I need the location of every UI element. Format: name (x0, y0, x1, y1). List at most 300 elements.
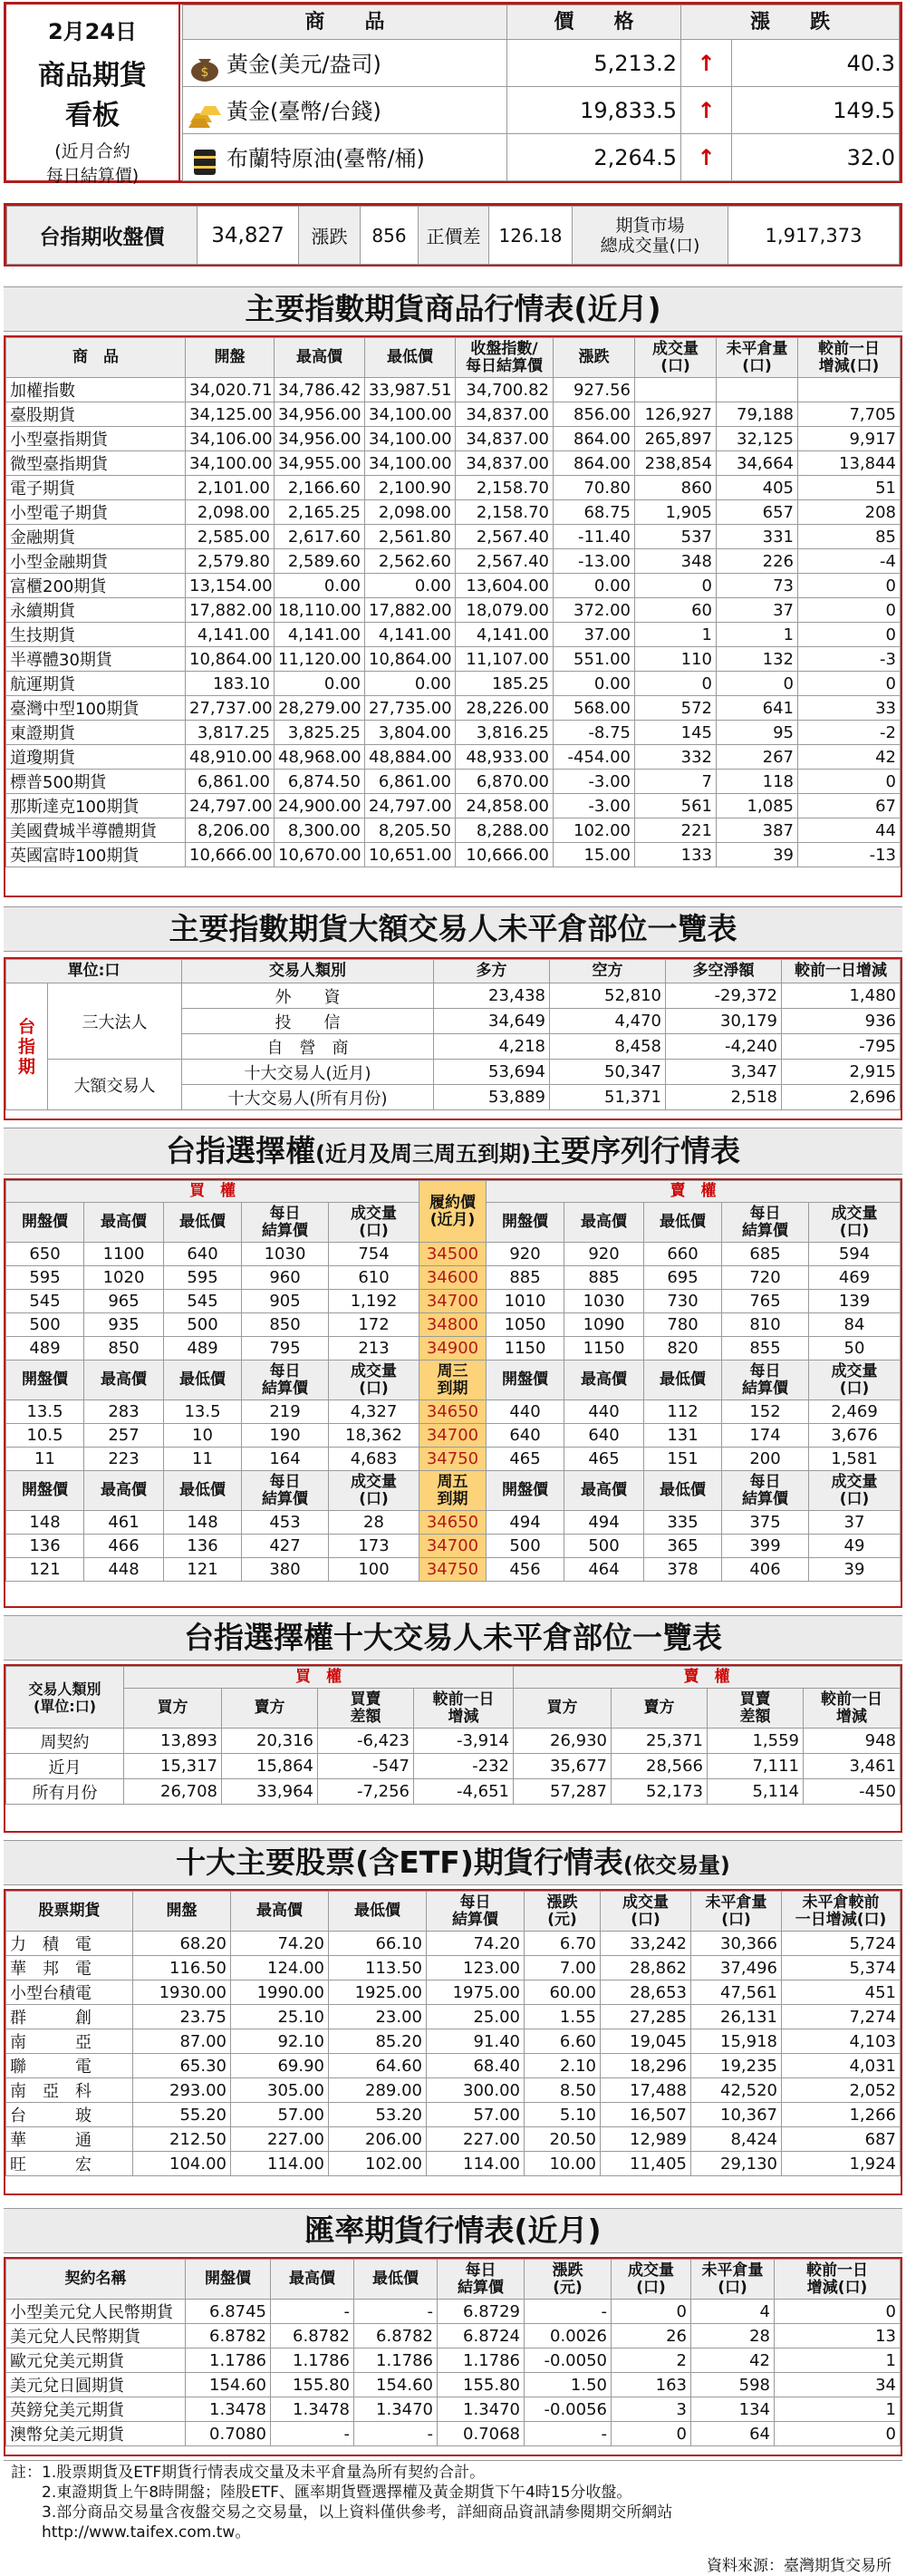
cell: 27,737.00 (186, 696, 275, 721)
cell: -8.75 (554, 721, 635, 745)
column-header: 較前一日 增減(口) (798, 338, 901, 378)
cell: 2,100.90 (365, 476, 456, 500)
cell: 855 (722, 1337, 809, 1361)
column-header: 成交量 (口) (809, 1203, 901, 1243)
row-label: 小型金融期貨 (6, 549, 186, 574)
cell: 10,666.00 (456, 843, 554, 867)
cell: 5.10 (525, 2103, 601, 2127)
table-row (6, 598, 901, 623)
taiex-change-label: 漲跌 (299, 207, 361, 265)
cell: 13.5 (164, 1400, 242, 1424)
cell: 26,930 (514, 1729, 612, 1754)
cell: 2,696 (782, 1085, 901, 1110)
cell: 850 (84, 1337, 164, 1361)
column-header: 買方 (124, 1689, 222, 1729)
cell: -4 (798, 549, 901, 574)
cell: 34,020.71 (186, 378, 275, 402)
table-row (6, 794, 901, 818)
cell: 28 (691, 2324, 775, 2348)
cell: 8,300.00 (275, 818, 365, 843)
row-label: 永續期貨 (6, 598, 186, 623)
cell: 34,100.00 (365, 427, 456, 451)
cell: 64 (691, 2422, 775, 2446)
cell: 48,968.00 (275, 745, 365, 770)
cell: 34,664 (717, 451, 798, 476)
row-label: 美國費城半導體期貨 (6, 818, 186, 843)
cell: 118 (717, 770, 798, 794)
cell: 372.00 (554, 598, 635, 623)
cell: 8,424 (691, 2127, 782, 2152)
cell: 3,825.25 (275, 721, 365, 745)
col-long: 多方 (434, 960, 550, 983)
cell: 155.80 (438, 2373, 525, 2397)
column-header: 每日 結算價 (427, 1892, 525, 1932)
cell: 34 (775, 2373, 901, 2397)
cell: 53,889 (434, 1085, 550, 1110)
cell: 13,604.00 (456, 574, 554, 598)
cell: 221 (635, 818, 717, 843)
cell: 387 (717, 818, 798, 843)
cell: 3,804.00 (365, 721, 456, 745)
cell: 85 (798, 525, 901, 549)
cell: 200 (722, 1448, 809, 1471)
taiex-bar (4, 203, 902, 266)
cell: 34,837.00 (456, 427, 554, 451)
column-header: 開盤價 (6, 1471, 84, 1511)
cell: 720 (722, 1266, 809, 1290)
up-arrow-icon: ↑ (681, 134, 732, 181)
cell: 28,653 (601, 1980, 691, 2005)
cell: 10,367 (691, 2103, 782, 2127)
table-row (6, 2324, 901, 2348)
cell: 10,651.00 (365, 843, 456, 867)
column-header: 成交量 (口) (612, 2260, 691, 2300)
cell: 34,649 (434, 1009, 550, 1034)
cell: 465 (487, 1448, 564, 1471)
cell: 595 (164, 1266, 242, 1290)
cell: 864.00 (554, 451, 635, 476)
cell: 42 (691, 2348, 775, 2373)
table-row (6, 476, 901, 500)
cell: 365 (644, 1535, 722, 1558)
cell: 34,700.82 (456, 378, 554, 402)
put-header: 賣 權 (487, 1181, 901, 1203)
row-label: 美元兌人民幣期貨 (6, 2324, 186, 2348)
cell: 864.00 (554, 427, 635, 451)
strike-price: 34900 (419, 1337, 487, 1361)
cell: 6,874.50 (275, 770, 365, 794)
cell: 3,816.25 (456, 721, 554, 745)
table-row (6, 549, 901, 574)
cell: -3,914 (414, 1729, 514, 1754)
cell: 24,900.00 (275, 794, 365, 818)
cell: 34,100.00 (365, 402, 456, 427)
cell: 30,179 (666, 1009, 782, 1034)
cell: 164 (242, 1448, 329, 1471)
cell: 18,079.00 (456, 598, 554, 623)
row-label: 華 邦 電 (6, 1956, 133, 1980)
cell: 572 (635, 696, 717, 721)
table-row (6, 427, 901, 451)
cell: 795 (242, 1337, 329, 1361)
cell: 6.8724 (438, 2324, 525, 2348)
cell: 23.75 (133, 2005, 231, 2029)
cell: 8,288.00 (456, 818, 554, 843)
cell: 489 (164, 1337, 242, 1361)
cell: 2,098.00 (186, 500, 275, 525)
cell: 265,897 (635, 427, 717, 451)
cell: 154.60 (186, 2373, 271, 2397)
table-row (6, 696, 901, 721)
trader-type: 十大交易人(所有月份) (182, 1085, 434, 1110)
column-header: 賣方 (222, 1689, 318, 1729)
cell: 87.00 (133, 2029, 231, 2054)
cell: 13.5 (6, 1400, 84, 1424)
row-label: 南 亞 (6, 2029, 133, 2054)
column-header: 每日 結算價 (242, 1471, 329, 1511)
cell: 57.00 (427, 2103, 525, 2127)
cell: 136 (164, 1535, 242, 1558)
group-large-traders: 大額交易人 (48, 1060, 182, 1110)
cell: 5,114 (708, 1779, 804, 1805)
column-header: 成交量 (口) (329, 1203, 419, 1243)
cell: 37,496 (691, 1956, 782, 1980)
cell: 18,110.00 (275, 598, 365, 623)
cell: 2,158.70 (456, 476, 554, 500)
cell: 92.10 (231, 2029, 329, 2054)
commodity-name: 黃金(臺幣/台錢) (226, 98, 381, 124)
cell: 34,956.00 (275, 427, 365, 451)
cell: 1.3470 (438, 2397, 525, 2422)
commodity-change: 40.3 (732, 40, 900, 87)
row-label: 周契約 (6, 1729, 124, 1754)
commodity-row (183, 87, 507, 134)
column-header: 開盤價 (6, 1203, 84, 1243)
table-row (6, 2300, 901, 2324)
cell: 102.00 (329, 2152, 427, 2176)
table-row (6, 1754, 901, 1779)
cell: 10.5 (6, 1424, 84, 1448)
cell: 17,882.00 (365, 598, 456, 623)
cell: 2,567.40 (456, 525, 554, 549)
cell: 0.00 (275, 672, 365, 696)
row-label: 力 積 電 (6, 1932, 133, 1956)
table-row (6, 672, 901, 696)
cell: 139 (809, 1290, 901, 1313)
cell: -4,651 (414, 1779, 514, 1805)
cell: 1,266 (782, 2103, 901, 2127)
cell: 754 (329, 1243, 419, 1266)
commodity-table (182, 5, 900, 181)
cell: 28,279.00 (275, 696, 365, 721)
cell: 4,141.00 (275, 623, 365, 647)
column-header: 最低價 (354, 2260, 438, 2300)
cell: 123.00 (427, 1956, 525, 1980)
commodity-name: 黃金(美元/盎司) (226, 51, 381, 77)
cell: 1 (635, 623, 717, 647)
row-label: 華 通 (6, 2127, 133, 2152)
cell: 1,480 (782, 983, 901, 1009)
cell: 4 (691, 2300, 775, 2324)
cell: 2,585.00 (186, 525, 275, 549)
column-header: 買賣 差額 (708, 1689, 804, 1729)
cell: 595 (6, 1266, 84, 1290)
table-row (6, 2373, 901, 2397)
note-4-link[interactable]: http://www.taifex.com.tw。 (11, 2523, 251, 2542)
cell: 34,786.42 (275, 378, 365, 402)
table-row (6, 2422, 901, 2446)
cell: 451 (782, 1980, 901, 2005)
cell: 124.00 (231, 1956, 329, 1980)
cell: 28,862 (601, 1956, 691, 1980)
cell: 0 (798, 672, 901, 696)
cell: 39 (717, 843, 798, 867)
cell: 10,864.00 (365, 647, 456, 672)
cell: 114.00 (231, 2152, 329, 2176)
cell: - (525, 2422, 612, 2446)
option-row (6, 1313, 901, 1337)
cell: 640 (164, 1243, 242, 1266)
row-label: 微型臺指期貨 (6, 451, 186, 476)
stock-futures-table (5, 1891, 901, 2176)
column-header: 最高價 (564, 1471, 644, 1511)
row-label: 生技期貨 (6, 623, 186, 647)
cell: 0.00 (554, 574, 635, 598)
cell: 2,165.25 (275, 500, 365, 525)
cell: 70.80 (554, 476, 635, 500)
cell: 1.1786 (271, 2348, 354, 2373)
cell: 0.7068 (438, 2422, 525, 2446)
cell: 2.10 (525, 2054, 601, 2078)
cell: 6.8745 (186, 2300, 271, 2324)
cell: 283 (84, 1400, 164, 1424)
cell: 116.50 (133, 1956, 231, 1980)
cell: 15,864 (222, 1754, 318, 1779)
cell: 885 (487, 1266, 564, 1290)
cell: 79,188 (717, 402, 798, 427)
cell: -232 (414, 1754, 514, 1779)
col-short: 空方 (550, 960, 666, 983)
up-arrow-icon: ↑ (681, 87, 732, 134)
option-row (6, 1558, 901, 1582)
cell: 494 (564, 1511, 644, 1535)
column-header: 每日 結算價 (722, 1471, 809, 1511)
section-title-options: 台指選擇權(近月及周三周五到期)主要序列行情表 (4, 1128, 902, 1175)
cell: 1,559 (708, 1729, 804, 1754)
section-title-stock-futures: 十大主要股票(含ETF)期貨行情表(依交易量) (4, 1840, 902, 1885)
cell: 657 (717, 500, 798, 525)
cell: 213 (329, 1337, 419, 1361)
note-2: 2.東證期貨上午8時開盤；陸股ETF、匯率期貨暨選擇權及黃金期貨下午4時15分收盤。 (11, 2484, 632, 2502)
cell: 37.00 (554, 623, 635, 647)
cell: 920 (564, 1243, 644, 1266)
money-bag-icon (187, 50, 223, 81)
cell: 687 (782, 2127, 901, 2152)
cell: 172 (329, 1313, 419, 1337)
column-header: 最低價 (365, 338, 456, 378)
col-price: 價 格 (507, 5, 681, 40)
cell: 110 (635, 647, 717, 672)
cell: 4,218 (434, 1034, 550, 1060)
cell: 905 (242, 1290, 329, 1313)
cell: 183.10 (186, 672, 275, 696)
row-label: 東證期貨 (6, 721, 186, 745)
commodity-row (183, 40, 507, 87)
cell: 5,374 (782, 1956, 901, 1980)
cell: 6.8729 (438, 2300, 525, 2324)
cell: 456 (487, 1558, 564, 1582)
cell: 378 (644, 1558, 722, 1582)
cell: 132 (717, 647, 798, 672)
cell: 33,964 (222, 1779, 318, 1805)
cell: 335 (644, 1511, 722, 1535)
cell: 11 (6, 1448, 84, 1471)
cell: 0.00 (365, 574, 456, 598)
options-table (5, 1180, 901, 1582)
row-label: 小型台積電 (6, 1980, 133, 2005)
row-label: 道瓊期貨 (6, 745, 186, 770)
cell: -13.00 (554, 549, 635, 574)
cell: 8,458 (550, 1034, 666, 1060)
cell: 53,694 (434, 1060, 550, 1085)
cell: 7 (635, 770, 717, 794)
option-row (6, 1424, 901, 1448)
trader-type: 十大交易人(近月) (182, 1060, 434, 1085)
cell: 2,098.00 (365, 500, 456, 525)
cell: 267 (717, 745, 798, 770)
cell: 100 (329, 1558, 419, 1582)
unit-label: 單位:口 (6, 960, 182, 983)
column-header: 最低價 (644, 1471, 722, 1511)
column-header: 漲跌 (元) (525, 2260, 612, 2300)
option-traders-panel (4, 1664, 902, 1833)
column-header: 開盤價 (487, 1361, 564, 1400)
cell: 545 (6, 1290, 84, 1313)
cell: 399 (722, 1535, 809, 1558)
cell: 406 (722, 1558, 809, 1582)
commodity-change: 149.5 (732, 87, 900, 134)
table-row (6, 2029, 901, 2054)
col-commodity: 商 品 (183, 5, 507, 40)
cell: 67 (798, 794, 901, 818)
table-row (6, 1956, 901, 1980)
cell: 32,125 (717, 427, 798, 451)
cell: 461 (84, 1511, 164, 1535)
row-label: 電子期貨 (6, 476, 186, 500)
cell: 920 (487, 1243, 564, 1266)
cell: 48,933.00 (456, 745, 554, 770)
cell: 174 (722, 1424, 809, 1448)
column-header: 最高價 (564, 1203, 644, 1243)
cell: 1.1786 (438, 2348, 525, 2373)
cell: 1.3470 (354, 2397, 438, 2422)
stock-futures-panel (4, 1889, 902, 2195)
strike-header: 履約價 (近月) (419, 1181, 487, 1243)
column-header: 未平倉量 (口) (691, 2260, 775, 2300)
cell: 15,918 (691, 2029, 782, 2054)
column-header: 開盤價 (487, 1471, 564, 1511)
cell: 52,810 (550, 983, 666, 1009)
cell: 152 (722, 1400, 809, 1424)
cell: 765 (722, 1290, 809, 1313)
cell: 34,956.00 (275, 402, 365, 427)
cell: 0 (635, 574, 717, 598)
cell: 212.50 (133, 2127, 231, 2152)
column-header: 每日 結算價 (722, 1361, 809, 1400)
cell: 24,797.00 (365, 794, 456, 818)
side-label: 台指期 (6, 983, 48, 1110)
cell: 34,100.00 (186, 451, 275, 476)
cell: 6.70 (525, 1932, 601, 1956)
row-label: 半導體30期貨 (6, 647, 186, 672)
cell: 10,670.00 (275, 843, 365, 867)
cell: 1030 (564, 1290, 644, 1313)
cell: 1 (717, 623, 798, 647)
cell: 44 (798, 818, 901, 843)
expiry-header: 周五 到期 (419, 1471, 487, 1511)
cell: 598 (691, 2373, 775, 2397)
row-label: 臺股期貨 (6, 402, 186, 427)
column-header: 開盤價 (487, 1203, 564, 1243)
cell: 190 (242, 1424, 329, 1448)
row-label: 富櫃200期貨 (6, 574, 186, 598)
cell: 935 (84, 1313, 164, 1337)
fx-futures-table (5, 2259, 901, 2446)
cell: 850 (242, 1313, 329, 1337)
table-row (6, 2348, 901, 2373)
cell: 1 (775, 2348, 901, 2373)
cell: -11.40 (554, 525, 635, 549)
cell: 927.56 (554, 378, 635, 402)
cell (717, 378, 798, 402)
column-header: 最高價 (231, 1892, 329, 1932)
column-header: 成交量 (口) (809, 1471, 901, 1511)
cell: 500 (564, 1535, 644, 1558)
options-panel (4, 1178, 902, 1608)
table-row (6, 451, 901, 476)
cell: - (271, 2300, 354, 2324)
cell: 16,507 (601, 2103, 691, 2127)
cell: 2,166.60 (275, 476, 365, 500)
cell: 26 (612, 2324, 691, 2348)
cell: 0.00 (275, 574, 365, 598)
cell: 3,347 (666, 1060, 782, 1085)
table-row (6, 1779, 901, 1805)
cell: 6.8782 (186, 2324, 271, 2348)
table-row (6, 2005, 901, 2029)
strike-price: 34600 (419, 1266, 487, 1290)
cell: -13 (798, 843, 901, 867)
table-row (6, 402, 901, 427)
cell: 84 (809, 1313, 901, 1337)
cell: 126,927 (635, 402, 717, 427)
column-header: 賣方 (612, 1689, 708, 1729)
column-header: 開盤價 (186, 2260, 271, 2300)
table-row (6, 2397, 901, 2422)
cell: 427 (242, 1535, 329, 1558)
column-header: 最高價 (84, 1203, 164, 1243)
cell: 405 (717, 476, 798, 500)
cell: -0.0056 (525, 2397, 612, 2422)
cell: 34,837.00 (456, 402, 554, 427)
cell: 640 (487, 1424, 564, 1448)
section-title-fx-futures: 匯率期貨行情表(近月) (4, 2208, 902, 2253)
cell: 1.3478 (186, 2397, 271, 2422)
row-label: 近月 (6, 1754, 124, 1779)
cell: 28,226.00 (456, 696, 554, 721)
cell: -3.00 (554, 794, 635, 818)
cell: 0 (798, 574, 901, 598)
